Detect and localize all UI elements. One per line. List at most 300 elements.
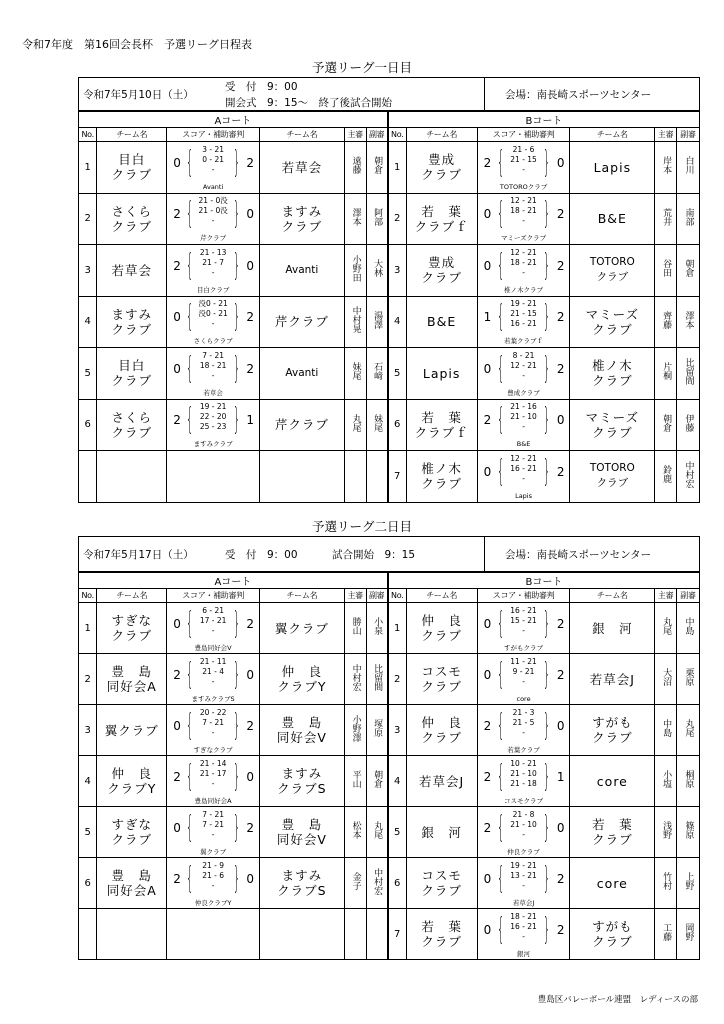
left-team-name [97, 807, 167, 858]
day2-venue: 会場：南長崎スポーツセンター [505, 549, 652, 561]
right-sets-won: 2 [556, 310, 565, 325]
right-brace: } [543, 453, 551, 489]
set-score: 没0 - 21 [198, 309, 228, 319]
chief-referee-text: 鈴鹿 [661, 465, 672, 484]
assistant-referee-text: 中島 [683, 617, 694, 635]
left-team-name [406, 142, 477, 194]
team-name-line: Avanti [285, 263, 319, 276]
column-header: スコア・補助審判 [477, 128, 570, 142]
set-score: - [211, 267, 215, 277]
match-number: 2 [388, 193, 406, 245]
set-scores [167, 145, 259, 175]
set-score: 19 - 21 [199, 402, 227, 412]
empty-cell [344, 451, 366, 503]
left-sets-won: 0 [483, 667, 492, 682]
score-cell [167, 603, 260, 654]
assistant-referee [366, 348, 388, 400]
left-brace: { [186, 605, 194, 641]
set-score: - [211, 880, 215, 890]
team-name-line: クラブ [111, 218, 153, 234]
empty-cell [344, 909, 366, 960]
right-sets-won: 1 [556, 769, 565, 784]
left-team-name [97, 245, 167, 297]
right-brace: } [233, 299, 240, 335]
assistant-referee [366, 399, 388, 451]
left-team-name [406, 909, 477, 960]
right-sets-won: 0 [246, 207, 254, 222]
auxiliary-referee: TOTOROクラブ [499, 182, 548, 191]
assistant-referee [366, 807, 388, 858]
score-box [478, 349, 570, 398]
left-team-name [406, 296, 477, 348]
column-header: 主審 [655, 589, 677, 603]
team-name-line: core [596, 773, 628, 789]
right-brace: } [233, 144, 240, 180]
chief-referee [655, 654, 677, 705]
column-header: 主審 [344, 589, 366, 603]
right-sets-won: 1 [246, 413, 254, 428]
match-number: 3 [388, 245, 406, 297]
auxiliary-referee: 仲良クラブY [194, 898, 232, 907]
team-name-line: B&E [427, 314, 457, 330]
set-score: 21 - 3 [512, 707, 535, 717]
left-brace: { [496, 402, 504, 438]
match-row [79, 245, 700, 297]
left-sets-won: 2 [483, 769, 492, 784]
score-cell [167, 245, 260, 297]
team-name-line: 銀 河 [421, 824, 462, 840]
score-box [167, 604, 259, 653]
team-name-line: 若 葉 [421, 203, 462, 219]
left-sets-won: 2 [483, 718, 492, 733]
chief-referee-text: 齊藤 [661, 310, 672, 329]
set-score: 21 - 11 [199, 656, 227, 666]
chief-referee [344, 603, 366, 654]
auxiliary-referee: コスモクラブ [504, 796, 544, 805]
left-sets-won: 2 [173, 258, 181, 273]
team-name-line: 豊 島 [281, 817, 323, 832]
day2-date: 令和7年5月17日（土） [83, 549, 194, 561]
chief-referee-text: 竹村 [661, 872, 672, 890]
set-scores [478, 657, 570, 687]
set-score: 21 - 15 [510, 309, 537, 319]
set-score: 21 - 9 [202, 860, 224, 870]
match-number: 6 [388, 858, 406, 909]
right-team-name [570, 654, 655, 705]
set-score: - [211, 216, 215, 226]
left-sets-won: 2 [483, 820, 492, 835]
chief-referee [655, 193, 677, 245]
score-box [167, 706, 259, 755]
chief-referee-text: 金子 [350, 872, 361, 890]
day1-opening: 開会式 9：15〜 終了後試合開始 [225, 97, 393, 109]
match-number: 6 [388, 399, 406, 451]
team-name-line: クラブ [592, 832, 633, 847]
auxiliary-referee: マミーズクラブ [500, 234, 547, 243]
day1-info-divider [484, 78, 485, 110]
right-sets-won: 0 [246, 769, 254, 784]
set-score: - [522, 370, 525, 380]
team-name-line: 目白 [118, 152, 146, 168]
auxiliary-referee: 目白クラブ [196, 285, 230, 294]
set-score: 21 - 6 [202, 870, 224, 880]
team-name-line: 翼クラブ [104, 722, 159, 738]
set-score: - [211, 676, 215, 686]
column-header: チーム名 [406, 128, 477, 142]
set-score: 21 - 10 [510, 768, 537, 778]
assistant-referee-text: 桐原 [683, 770, 694, 788]
left-brace: { [186, 247, 194, 283]
score-cell [477, 705, 570, 756]
column-header: スコア・補助審判 [167, 589, 260, 603]
set-score: 18 - 21 [510, 206, 537, 216]
court-label: Bコート [388, 573, 700, 589]
chief-referee-text: 朝倉 [661, 413, 672, 432]
right-brace: } [233, 247, 240, 283]
assistant-referee-text: 阿部 [372, 207, 383, 226]
column-header: チーム名 [97, 589, 167, 603]
team-name-line: ますみ [281, 868, 323, 883]
column-header: スコア・補助審判 [477, 589, 570, 603]
right-team-name [260, 193, 345, 245]
team-name-line: クラブ [421, 167, 462, 183]
assistant-referee [366, 142, 388, 194]
team-name-line: 同好会A [106, 679, 157, 694]
set-score: - [211, 778, 215, 788]
score-box [167, 757, 259, 806]
right-team-name [570, 348, 655, 400]
team-name-line: Lapis [422, 365, 461, 381]
team-name-line: 若草会J [419, 773, 465, 789]
day1-schedule-table [78, 111, 700, 503]
team-name-line: クラブ [111, 321, 153, 337]
auxiliary-referee: 翼クラブ [200, 847, 227, 856]
match-number: 7 [388, 451, 406, 503]
score-box [167, 859, 259, 908]
auxiliary-referee: 若葉クラブｆ [504, 337, 544, 346]
assistant-referee-text: 中村宏 [372, 867, 383, 895]
left-sets-won: 0 [483, 871, 492, 886]
set-score: 17 - 21 [199, 615, 227, 625]
set-scores [167, 248, 259, 278]
set-score: 12 - 21 [510, 196, 537, 206]
right-team-name [260, 142, 345, 194]
column-header: 副審 [676, 589, 699, 603]
team-name-line: クラブ [281, 218, 323, 234]
assistant-referee [366, 245, 388, 297]
empty-cell [79, 451, 97, 503]
column-header: 副審 [366, 589, 388, 603]
set-scores [478, 402, 570, 432]
match-row [79, 296, 700, 348]
team-name-line: 豊成 [428, 152, 456, 168]
column-header: No. [388, 128, 406, 142]
auxiliary-referee: 若草会J [512, 898, 535, 907]
set-scores [478, 708, 570, 738]
set-score: 21 - 14 [199, 758, 227, 768]
set-score: - [211, 625, 215, 635]
set-score: - [211, 319, 215, 329]
right-sets-won: 0 [246, 258, 254, 273]
assistant-referee [676, 142, 699, 194]
left-team-name [97, 603, 167, 654]
set-score: 21 - 10 [510, 819, 537, 829]
match-number: 1 [388, 603, 406, 654]
assistant-referee [676, 603, 699, 654]
match-number: 1 [79, 142, 97, 194]
match-number: 6 [79, 858, 97, 909]
set-score: - [211, 370, 215, 380]
team-name-line: クラブ [592, 321, 633, 337]
left-team-name [97, 348, 167, 400]
set-score: 21 - 15 [510, 154, 537, 164]
set-scores [167, 606, 259, 636]
set-score: 12 - 21 [510, 360, 537, 370]
match-number: 3 [79, 245, 97, 297]
set-score: 3 - 21 [202, 144, 224, 154]
set-score: - [211, 829, 215, 839]
left-brace: { [186, 299, 194, 335]
match-number: 3 [79, 705, 97, 756]
set-score: 21 - 0没 [198, 196, 228, 206]
right-sets-won: 2 [246, 155, 254, 170]
set-scores [478, 351, 570, 381]
match-number: 5 [388, 807, 406, 858]
set-score: 18 - 21 [510, 257, 537, 267]
team-name-line: クラブS [277, 781, 327, 796]
assistant-referee [366, 705, 388, 756]
score-box [167, 143, 259, 192]
team-name-line: すぎな [111, 613, 153, 628]
assistant-referee [676, 807, 699, 858]
match-row [79, 909, 700, 960]
team-name-line: マミーズ [585, 306, 640, 322]
assistant-referee [676, 245, 699, 297]
chief-referee [655, 451, 677, 503]
auxiliary-referee: すぎなクラブ [193, 745, 233, 754]
right-team-name [570, 296, 655, 348]
team-name-line: 若 葉 [421, 919, 462, 934]
assistant-referee-text: 湯澤 [372, 310, 383, 329]
right-team-name [260, 654, 345, 705]
team-name-line: 仲 良 [111, 766, 153, 781]
set-score: - [522, 216, 525, 226]
left-brace: { [496, 758, 504, 794]
left-brace: { [186, 707, 194, 743]
auxiliary-referee: 豊島同好会V [194, 643, 232, 652]
team-name-line: 仲 良 [281, 664, 323, 679]
right-brace: } [233, 860, 240, 896]
left-brace: { [496, 911, 504, 947]
set-score: 19 - 21 [510, 860, 537, 870]
score-cell [167, 756, 260, 807]
column-header: 主審 [655, 128, 677, 142]
team-name-line: クラブ [592, 373, 633, 389]
left-team-name [97, 296, 167, 348]
assistant-referee [676, 193, 699, 245]
chief-referee [344, 705, 366, 756]
team-name-line: クラブ [421, 934, 462, 949]
match-number: 6 [79, 399, 97, 451]
team-name-line: ますみ [281, 203, 323, 219]
score-box [478, 297, 570, 346]
right-brace: } [543, 350, 551, 386]
score-box [478, 859, 570, 908]
score-box [478, 452, 570, 501]
set-score: - [211, 164, 215, 174]
assistant-referee-text: 塚原 [372, 719, 383, 737]
team-name-line: クラブ [592, 424, 633, 440]
left-team-name [97, 858, 167, 909]
column-header: チーム名 [406, 589, 477, 603]
team-name-line: core [596, 875, 628, 891]
match-row [79, 603, 700, 654]
set-score: 19 - 21 [510, 299, 537, 309]
left-sets-won: 0 [173, 310, 181, 325]
assistant-referee [366, 296, 388, 348]
set-score: - [522, 880, 525, 890]
score-box [478, 910, 570, 959]
team-name-line: 椎ノ木 [421, 461, 462, 477]
score-box [167, 297, 259, 346]
score-cell [167, 142, 260, 194]
chief-referee-text: 中村宏 [350, 663, 361, 691]
right-brace: } [543, 299, 551, 335]
set-score: - [522, 829, 525, 839]
set-score: 12 - 21 [510, 247, 537, 257]
empty-cell [167, 909, 260, 960]
score-cell [477, 142, 570, 194]
column-header: スコア・補助審判 [167, 128, 260, 142]
match-row [79, 654, 700, 705]
set-score: 25 - 23 [199, 422, 227, 432]
auxiliary-referee: ますみクラブ [193, 440, 233, 449]
auxiliary-referee: さくらクラブ [193, 337, 233, 346]
set-score: 6 - 21 [202, 605, 224, 615]
left-team-name [406, 193, 477, 245]
match-row [79, 756, 700, 807]
left-team-name [406, 654, 477, 705]
team-name-line: クラブ [421, 883, 462, 898]
day1-title: 予選リーグ一日目 [311, 60, 412, 75]
assistant-referee-text: 上野 [683, 872, 694, 890]
team-name-line: クラブ [421, 628, 462, 643]
score-box [478, 706, 570, 755]
left-team-name [406, 603, 477, 654]
set-score: - [522, 164, 525, 174]
match-row [79, 705, 700, 756]
empty-cell [260, 909, 345, 960]
empty-cell [79, 909, 97, 960]
score-cell [167, 296, 260, 348]
right-team-name [260, 296, 345, 348]
right-sets-won: 0 [556, 718, 565, 733]
set-score: 20 - 22 [199, 707, 227, 717]
left-team-name [406, 451, 477, 503]
chief-referee-text: 小野澤 [350, 714, 361, 742]
right-team-name [570, 909, 655, 960]
right-team-name [260, 348, 345, 400]
right-sets-won: 2 [246, 361, 254, 376]
set-scores [167, 657, 259, 687]
set-score: 21 - 18 [510, 778, 537, 788]
chief-referee [655, 348, 677, 400]
chief-referee-text: 工藤 [661, 923, 672, 941]
chief-referee-text: 片桐 [661, 362, 672, 381]
left-team-name [97, 705, 167, 756]
left-brace: { [496, 196, 504, 232]
right-brace: } [233, 707, 240, 743]
team-name-line: クラブY [277, 679, 327, 694]
set-score: 16 - 21 [510, 319, 537, 329]
left-team-name [97, 142, 167, 194]
team-name-line: クラブ [111, 373, 153, 389]
left-team-name [97, 193, 167, 245]
chief-referee [655, 603, 677, 654]
set-score: 10 - 21 [510, 758, 537, 768]
team-name-line: Lapis [593, 159, 632, 175]
match-row [79, 451, 700, 503]
team-name-line: クラブ [111, 832, 153, 847]
chief-referee-text: 小野田 [350, 254, 361, 282]
score-cell [477, 193, 570, 245]
team-name-line: コスモ [421, 868, 462, 883]
right-brace: } [543, 758, 551, 794]
set-score: 12 - 21 [510, 453, 537, 463]
left-brace: { [186, 656, 194, 692]
chief-referee [344, 756, 366, 807]
left-team-name [406, 705, 477, 756]
column-header: No. [79, 128, 97, 142]
assistant-referee-text: 中村宏 [683, 460, 694, 488]
right-brace: } [233, 656, 240, 692]
auxiliary-referee: 豊成クラブ [507, 388, 540, 397]
day2-schedule-table [78, 572, 700, 960]
chief-referee [344, 807, 366, 858]
chief-referee-text: 松本 [350, 821, 361, 839]
match-number: 2 [388, 654, 406, 705]
left-sets-won: 2 [483, 413, 492, 428]
right-sets-won: 2 [246, 820, 254, 835]
score-cell [477, 399, 570, 451]
left-brace: { [496, 453, 504, 489]
auxiliary-referee: 若葉クラブ [507, 745, 540, 754]
chief-referee [655, 807, 677, 858]
team-name-line: クラブ [592, 730, 633, 745]
right-sets-won: 2 [556, 361, 565, 376]
chief-referee-text: 中村晃 [350, 306, 361, 334]
score-cell [167, 193, 260, 245]
chief-referee-text: 谷田 [661, 259, 672, 278]
set-scores [167, 708, 259, 738]
chief-referee [344, 654, 366, 705]
left-sets-won: 2 [173, 871, 181, 886]
chief-referee-text: 荒井 [661, 207, 672, 226]
left-team-name [97, 399, 167, 451]
team-name-line: さくら [111, 203, 153, 219]
chief-referee-text: 遠藤 [350, 156, 361, 175]
right-brace: } [233, 809, 240, 845]
team-name-line: TOTORO [589, 462, 635, 475]
score-cell [477, 245, 570, 297]
court-label: Bコート [388, 112, 700, 128]
set-score: - [522, 473, 525, 483]
score-cell [167, 858, 260, 909]
score-box [478, 400, 570, 449]
set-score: 21 - 16 [510, 402, 537, 412]
chief-referee-text: 大沼 [661, 668, 672, 686]
team-name-line: クラブ [596, 271, 629, 284]
